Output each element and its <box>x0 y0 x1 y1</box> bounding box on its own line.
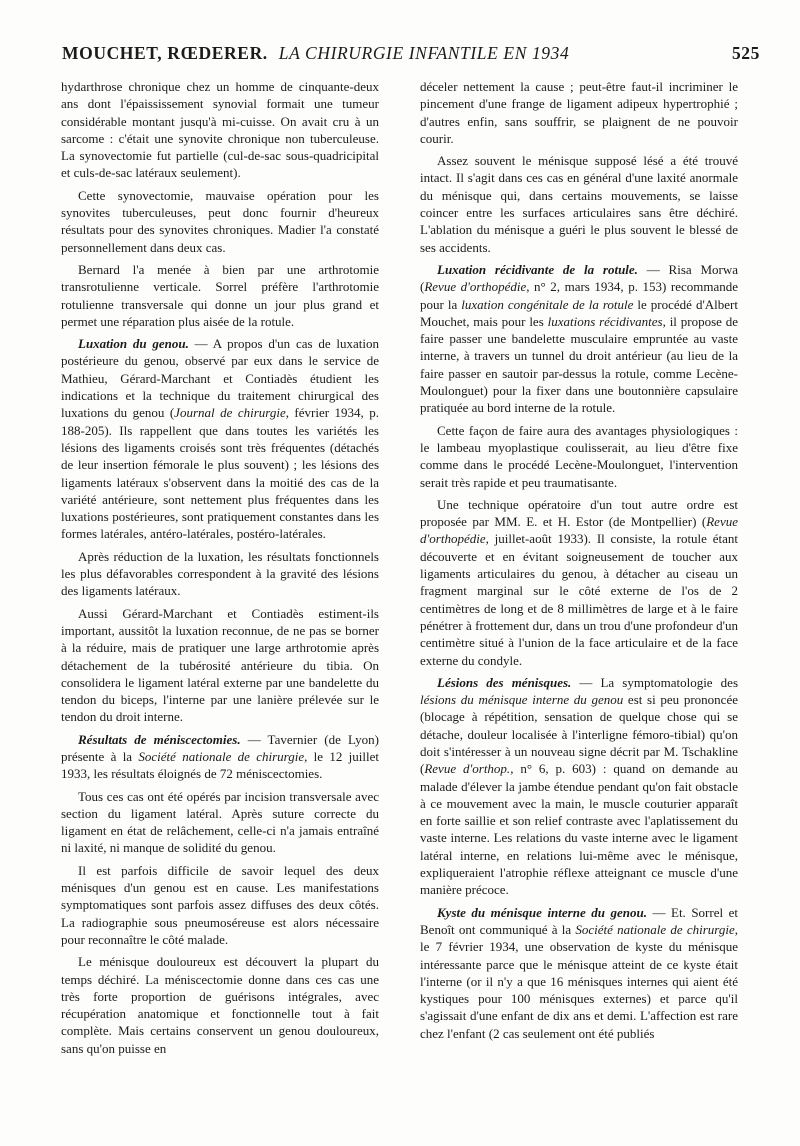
left-column <box>61 78 379 1062</box>
header-title: LA CHIRURGIE INFANTILE EN 1934 <box>278 43 570 63</box>
paragraph: Cette façon de faire aura des avantages physiologiques : le lambeau myoplastique coulisserait, au lieu d'être fixe comme dans le procédé Lecène-Moulonguet, l'intervention serait très rapide et peu traumatisante. <box>420 422 738 490</box>
text-run: — Et. Sorrel et Benoît ont communiqué à la <box>420 904 738 937</box>
paragraph: Il est parfois difficile de savoir lequel des deux ménisques d'un genou est en cause. Les manifestations symptomatiques sont parfois assez diffuses des deux côtés. La radiographie sous pneumoséreuse est alors nécessaire pour reconnaître le côté malade. <box>61 862 379 947</box>
paragraph-estor <box>420 496 738 669</box>
text-run: , février 1934, p. 188-205). Ils rappellent que dans toutes les variétés les lésions des ligaments croisés sont très fréquentes (détachés de leur insertion fémorale le plus souvent) ; les lésions des ligaments latéraux s'observent dans la moitié des cas de la variété antérieure, sont nettement plus fréquentes dans les luxations postérieures, sont pratiquement constantes dans les formes latérales, antéro-latérales, postéro-latérales. <box>61 405 380 542</box>
section-title: Résultats de méniscectomies. <box>78 731 241 747</box>
right-column <box>420 78 738 1047</box>
citation: Société nationale de chirurgie <box>138 748 305 764</box>
text-run: , n° 2, mars 1934, p. 153) recommande pour la <box>420 279 738 312</box>
citation: luxation congénitale de la rotule <box>461 296 634 312</box>
text-run: le procédé d'Albert Mouchet, mais pour les <box>420 296 738 329</box>
text-run: , il propose de faire passer une bandelette musculaire empruntée au vaste interne, à travers un tunnel du droit antérieur (au lieu de la faire passer en sautoir par-dessus la rotule, comme Lecène-Moulonguet) pour la fixer dans une boutonnière capsulaire pratiquée au bord interne de la rotule. <box>420 313 738 416</box>
running-header <box>62 43 760 71</box>
text-run: est si peu prononcée (blocage à répétition, sensation de quelque chose qui se détache, douleur localisée à l'interligne fémoro-tibial) qu'on doit s'intéresser à un nouveau signe décrit par M. Tschakline ( <box>420 692 738 777</box>
text-run: , le 7 février 1934, une observation de kyste du ménisque intéressante parce que le ménisque atteint de ce kyste était l'interne (or il n'y a que 16 ménisques internes qui aient été kystiques pour 100 ménisques externes) et parce qu'il s'agissait d'une enfant de dix ans et demi. L'affection est rare chez l'enfant (2 cas seulement ont été publiés <box>420 921 738 1041</box>
text-run: Une technique opératoire d'un tout autre ordre est proposée par MM. E. et H. Estor (de Montpellier) ( <box>420 496 738 530</box>
section-title: Kyste du ménisque interne du genou. <box>437 904 647 920</box>
citation: Revue d'orthop. <box>424 761 511 777</box>
paragraph: Après réduction de la luxation, les résultats fonctionnels les plus défavorables correspondent à la gravité des lésions des ligaments latéraux. <box>61 548 379 599</box>
text-run: , n° 6, p. 603) : quand on demande au malade d'élever la jambe étendue pendant qu'on fait obstacle à ce mouvement avec la main, le muscle couturier apparaît en forte saillie et son relief contraste avec l'aplatissement du vaste interne. Les relations du vaste interne avec le ligament latéral interne, en relations lui-même avec le ménisque, expliqueraient l'atrophie réflexe atteignant ce muscle d'une manière précoce. <box>420 761 738 898</box>
citation: Revue d'orthopédie <box>420 514 738 547</box>
section-title: Lésions des ménisques. <box>437 674 572 690</box>
section-title: Luxation récidivante de la rotule. <box>437 261 638 277</box>
section-luxation-genou <box>61 335 379 543</box>
text-run: , le 12 juillet 1933, les résultats éloignés de 72 méniscectomies. <box>61 748 380 782</box>
paragraph: Assez souvent le ménisque supposé lésé a été trouvé intact. Il s'agit dans ces cas en général d'une laxité anormale du ménisque qui, dans certains mouvements, se laisse coincer entre les surfaces articulaires sans être déchiré. L'ablation du ménisque a guéri le plus souvent le blessé de ses accidents. <box>420 153 738 255</box>
citation: Revue d'orthopédie <box>424 279 527 295</box>
citation: Journal de chirurgie <box>174 405 286 421</box>
text-run: , juillet-août 1933). Il consiste, la rotule étant découverte et en évitant soigneusement de toucher aux ligaments articulaires du genou, à détacher au ciseau un fragment marginal sur le côté externe de l'os de 2 centimètres de long et de 8 millimètres de large et à le faire pénétrer à frottement dur, dans un trou d'une profondeur d'un centimètre situé à l'union de la face articulaire et de la face externe du condyle. <box>420 531 738 668</box>
section-resultats-meniscectomies <box>61 731 379 783</box>
citation: lésions du ménisque interne du genou <box>420 692 624 708</box>
section-kyste-menisque <box>420 904 738 1042</box>
paragraph: Tous ces cas ont été opérés par incision transversale avec section du ligament latéral. Après suture correcte du ligament en état de relâchement, celle-ci n'a jamais entraîné ni laxité, ni manque de solidité du genou. <box>61 788 379 856</box>
citation: luxations récidivantes <box>547 313 663 329</box>
section-luxation-rotule <box>420 261 738 417</box>
paragraph: déceler nettement la cause ; peut-être faut-il incriminer le pincement d'une frange de ligament adipeux hypertrophié ; d'autres enfin, sans souffrir, se plaignent de ne pouvoir courir. <box>420 79 738 146</box>
paragraph: hydarthrose chronique chez un homme de cinquante-deux ans dont l'épaississement synovial formait une tumeur considérable montant jusqu'à mi-cuisse. On avait cru à un sarcome : c'était une synovite chronique non tuberculeuse. La synovectomie fut partielle (cul-de-sac sous-quadricipital et culs-de-sac latéraux seulement). <box>61 79 379 181</box>
citation: Société nationale de chirurgie <box>575 921 735 937</box>
header-authors: MOUCHET, RŒDERER. <box>62 43 268 63</box>
page-number: 525 <box>731 43 760 63</box>
section-lesions-menisques <box>420 674 738 899</box>
text-run: — A propos d'un cas de luxation postérieure du genou, observé par eux dans le service de Mathieu, Gérard-Marchant et Contiadès étudient les indications et la technique du traitement chirurgical des luxations du genou ( <box>61 336 379 421</box>
paragraph: Bernard l'a menée à bien par une arthrotomie transrotulienne verticale. Sorrel préfère l'arthrotomie rotulienne transversale qui donne un jour plus grand et permet une réparation plus aisée de la rotule. <box>61 261 379 329</box>
section-title: Luxation du genou. <box>78 336 189 352</box>
paragraph: Cette synovectomie, mauvaise opération pour les synovites tuberculeuses, peut donc fournir d'heureux résultats pour des synovites chroniques. Madier l'a constaté personnellement dans deux cas. <box>61 187 379 255</box>
text-run: — Risa Morwa ( <box>420 261 738 295</box>
text-run: — La symptomatologie des <box>571 674 739 690</box>
paragraph: Le ménisque douloureux est découvert la plupart du temps déchiré. La méniscectomie donne dans ces cas une très forte proportion de guérisons intégrales, avec récupération anatomique et fonctionnelle tout à fait complète. Mais certains conservent un genou douloureux, sans qu'on puisse en <box>61 954 379 1056</box>
paragraph: Aussi Gérard-Marchant et Contiadès estiment-ils important, aussitôt la luxation reconnue, de ne pas se borner à la réduire, mais de pratiquer une large arthrotomie après détachement de la tubérosité antérieure du tibia. On consolidera le ligament latéral externe par une bandelette du tendon du biceps, l'interne par une lanière prélevée sur le tendon du droit interne. <box>61 605 379 725</box>
text-run: — Tavernier (de Lyon) présente à la <box>61 731 379 764</box>
